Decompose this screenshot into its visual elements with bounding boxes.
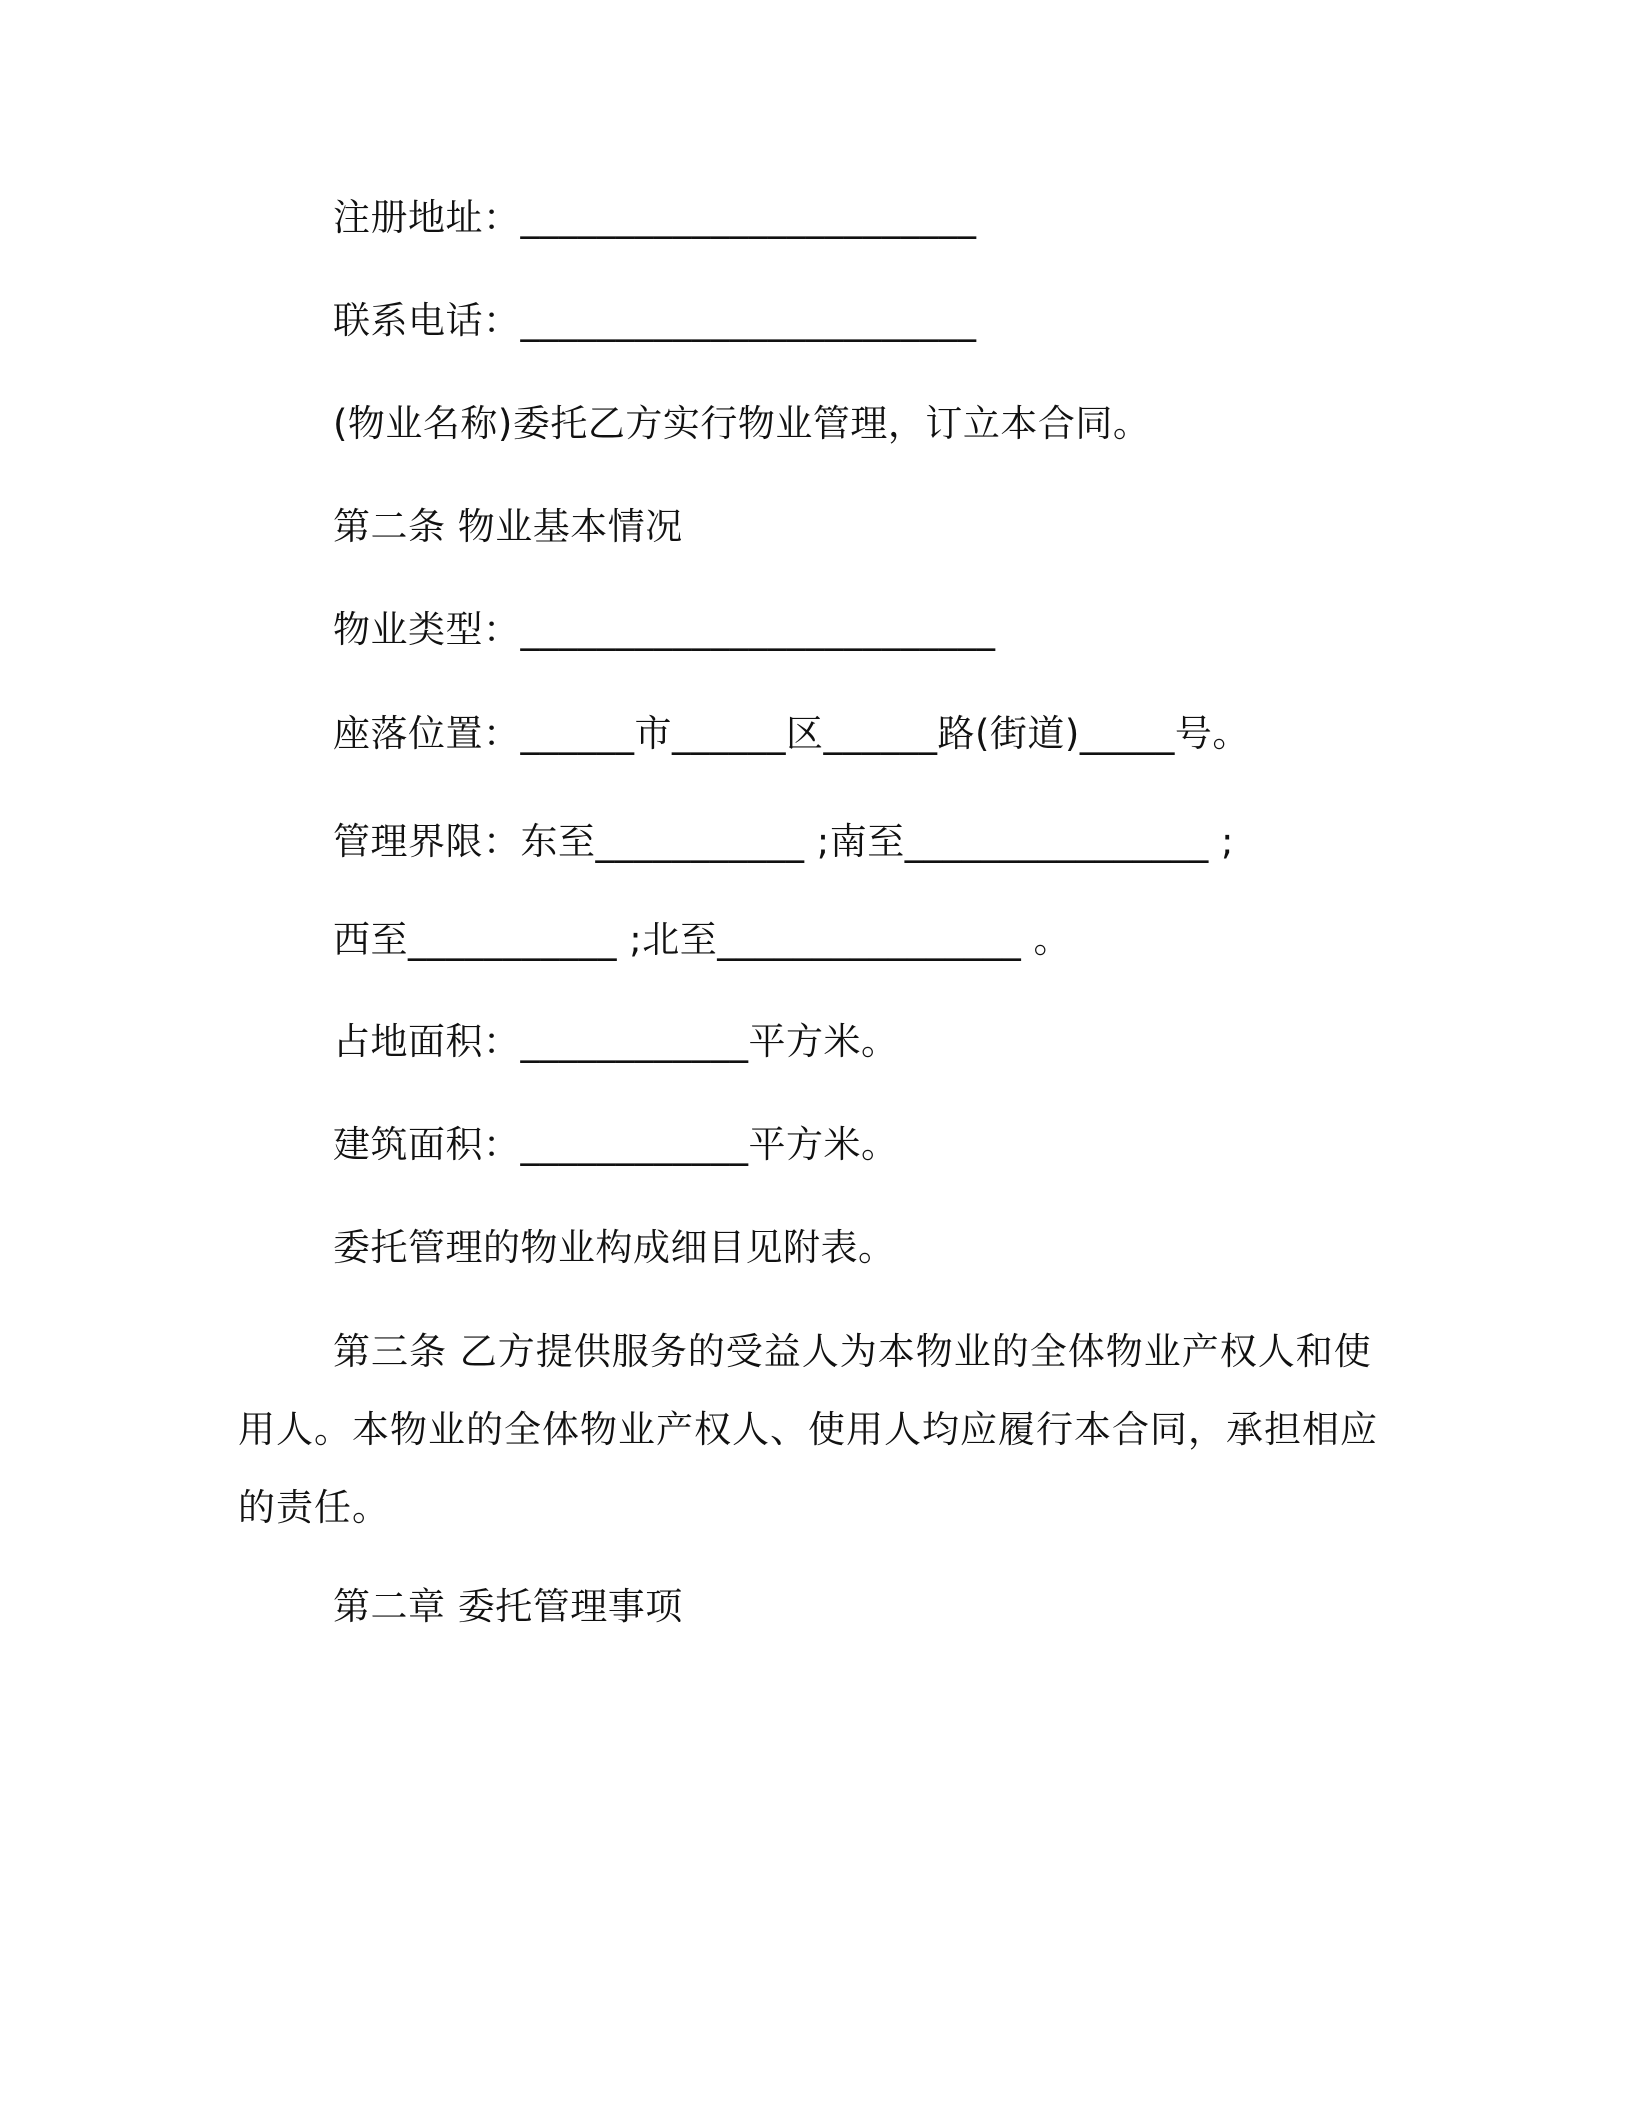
property-type-line: 物业类型：_________________________: [333, 608, 996, 651]
article-3-paragraph: 第三条 乙方提供服务的受益人为本物业的全体物业产权人和使用人。本物业的全体物业产权人、使用人均应履行本合同，承担相应的责任。: [238, 1330, 1378, 1529]
location-line: 座落位置：______市______区______路(街道)_____号。: [333, 712, 1250, 755]
boundary-west-north-line: 西至___________ ;北至________________ 。: [333, 918, 1071, 961]
contact-phone-line: 联系电话：________________________: [333, 299, 977, 342]
boundary-east-south-line: 管理界限：东至___________ ;南至________________ ;: [333, 820, 1234, 863]
building-area-line: 建筑面积：____________平方米。: [333, 1123, 899, 1166]
chapter-2-heading: 第二章 委托管理事项: [333, 1585, 683, 1628]
article-2-heading: 第二条 物业基本情况: [333, 505, 683, 548]
property-schedule-note: 委托管理的物业构成细目见附表。: [333, 1226, 896, 1269]
land-area-line: 占地面积：____________平方米。: [333, 1020, 899, 1063]
entrust-statement-line: (物业名称)委托乙方实行物业管理，订立本合同。: [333, 402, 1151, 445]
registered-address-line: 注册地址：________________________: [333, 196, 977, 239]
